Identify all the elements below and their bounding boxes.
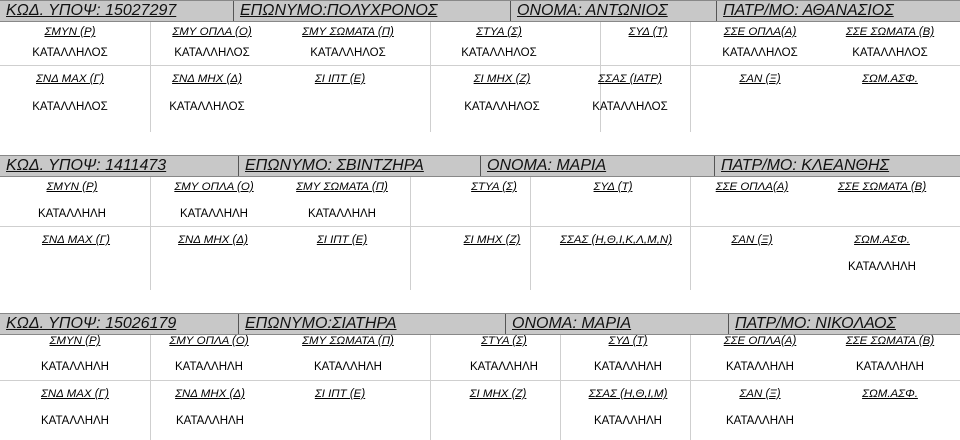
candidate-record — [0, 313, 960, 440]
field-label: ΣΤΥΑ (Σ) — [476, 26, 522, 38]
grid-divider — [430, 335, 431, 440]
grid-divider — [530, 177, 531, 290]
field-label: ΣΜΥ ΟΠΛΑ (Ο) — [172, 26, 252, 38]
field-label: ΣΥΔ (Τ) — [608, 335, 648, 347]
field-value: ΚΑΤΑΛΛΗΛΟΣ — [461, 47, 537, 59]
field-label: ΣΜΥ ΣΩΜΑΤΑ (Π) — [302, 335, 394, 347]
field-value: ΚΑΤΑΛΛΗΛΗ — [308, 208, 376, 220]
field-value: ΚΑΤΑΛΛΗΛΗ — [41, 361, 109, 373]
candidate-code: ΚΩΔ. ΥΠΟΨ: 15027297 — [6, 2, 177, 19]
field-label: ΣΩΜ.ΑΣΦ. — [862, 388, 918, 400]
field-value: ΚΑΤΑΛΛΗΛΗ — [175, 361, 243, 373]
field-value: ΚΑΤΑΛΛΗΛΗ — [594, 361, 662, 373]
grid-divider — [0, 226, 960, 227]
grid-divider — [0, 65, 960, 66]
candidate-father-name: ΠΑΤΡ/ΜΟ: ΝΙΚΟΛΑΟΣ — [728, 314, 960, 334]
field-label: ΣΜΥΝ (Ρ) — [44, 26, 96, 38]
field-value: ΚΑΤΑΛΛΗΛΟΣ — [32, 47, 108, 59]
field-value: ΚΑΤΑΛΛΗΛΗ — [38, 208, 106, 220]
field-label: ΣΜΥ ΣΩΜΑΤΑ (Π) — [302, 26, 394, 38]
candidate-surname: ΕΠΩΝΥΜΟ: ΣΒΙΝΤΖΗΡΑ — [238, 156, 480, 176]
field-label: ΣΣΕ ΟΠΛΑ(Α) — [723, 26, 797, 38]
field-value: ΚΑΤΑΛΛΗΛΟΣ — [310, 47, 386, 59]
candidate-surname: ΕΠΩΝΥΜΟ:ΣΙΑΤΗΡΑ — [238, 314, 505, 334]
field-label: ΣΣΕ ΟΠΛΑ(Α) — [723, 335, 797, 347]
field-label: ΣΙ ΜΗΧ (Ζ) — [463, 234, 521, 246]
candidate-code: ΚΩΔ. ΥΠΟΨ: 1411473 — [6, 157, 167, 174]
field-value: ΚΑΤΑΛΛΗΛΟΣ — [32, 101, 108, 113]
field-value: ΚΑΤΑΛΛΗΛΟΣ — [464, 101, 540, 113]
grid-divider — [690, 22, 691, 132]
grid-divider — [560, 335, 561, 440]
grid-divider — [410, 177, 411, 290]
field-label: ΣΜΥ ΟΠΛΑ (Ο) — [174, 181, 254, 193]
field-value: ΚΑΤΑΛΛΗΛΗ — [176, 415, 244, 427]
field-label: ΣΜΥ ΟΠΛΑ (Ο) — [169, 335, 249, 347]
candidate-record — [0, 0, 960, 132]
grid-divider — [690, 335, 691, 440]
field-value: ΚΑΤΑΛΛΗΛΗ — [180, 208, 248, 220]
field-label: ΣΝΔ ΜΗΧ (Δ) — [175, 388, 245, 400]
field-label: ΣΩΜ.ΑΣΦ. — [854, 234, 910, 246]
field-label: ΣΣΕ ΣΩΜΑΤΑ (Β) — [845, 335, 935, 347]
field-value: ΚΑΤΑΛΛΗΛΗ — [41, 415, 109, 427]
field-value: ΚΑΤΑΛΛΗΛΗ — [848, 261, 916, 273]
field-label: ΣΣΑΣ (Η,Θ,Ι,Κ,Λ,Μ,Ν) — [559, 234, 673, 246]
field-label: ΣΙ ΜΗΧ (Ζ) — [473, 73, 531, 85]
candidate-name: ΟΝΟΜΑ: ΜΑΡΙΑ — [480, 156, 714, 176]
field-value: ΚΑΤΑΛΛΗΛΗ — [314, 361, 382, 373]
field-value: ΚΑΤΑΛΛΗΛΗ — [470, 361, 538, 373]
field-label: ΣΝΔ ΜΗΧ (Δ) — [172, 73, 242, 85]
grid-divider — [150, 335, 151, 440]
grid-divider — [150, 177, 151, 290]
record-header — [0, 0, 960, 22]
field-label: ΣΙ ΜΗΧ (Ζ) — [469, 388, 527, 400]
candidate-code: ΚΩΔ. ΥΠΟΨ: 15026179 — [6, 315, 177, 332]
field-label: ΣΣΑΣ (Η,Θ,Ι,Μ) — [588, 388, 668, 400]
field-label: ΣΜΥΝ (Ρ) — [49, 335, 101, 347]
grid-divider — [690, 177, 691, 290]
field-label: ΣΑΝ (Ξ) — [731, 234, 773, 246]
field-label: ΣΜΥ ΣΩΜΑΤΑ (Π) — [296, 181, 388, 193]
field-label: ΣΙ ΙΠΤ (Ε) — [316, 234, 368, 246]
grid-divider — [430, 22, 431, 132]
candidate-surname: ΕΠΩΝΥΜΟ:ΠΟΛΥΧΡΟΝΟΣ — [233, 1, 510, 21]
field-label: ΣΣΕ ΣΩΜΑΤΑ (Β) — [837, 181, 927, 193]
field-label: ΣΣΕ ΣΩΜΑΤΑ (Β) — [845, 26, 935, 38]
field-label: ΣΣΕ ΟΠΛΑ(Α) — [715, 181, 789, 193]
candidate-name: ΟΝΟΜΑ: ΜΑΡΙΑ — [505, 314, 728, 334]
field-label: ΣΙ ΙΠΤ (Ε) — [314, 73, 366, 85]
field-value: ΚΑΤΑΛΛΗΛΟΣ — [174, 47, 250, 59]
field-label: ΣΙ ΙΠΤ (Ε) — [314, 388, 366, 400]
field-label: ΣΜΥΝ (Ρ) — [46, 181, 98, 193]
field-label: ΣΥΔ (Τ) — [628, 26, 668, 38]
field-value: ΚΑΤΑΛΛΗΛΟΣ — [592, 101, 668, 113]
candidate-father-name: ΠΑΤΡ/ΜΟ: ΑΘΑΝΑΣΙΟΣ — [716, 1, 960, 21]
candidate-name: ΟΝΟΜΑ: ΑΝΤΩΝΙΟΣ — [510, 1, 716, 21]
field-label: ΣΝΔ ΜΑΧ (Γ) — [41, 234, 111, 246]
field-label: ΣΝΔ ΜΗΧ (Δ) — [178, 234, 248, 246]
field-label: ΣΝΔ ΜΑΧ (Γ) — [40, 388, 110, 400]
grid-divider — [0, 380, 960, 381]
field-value: ΚΑΤΑΛΛΗΛΗ — [594, 415, 662, 427]
field-label: ΣΤΥΑ (Σ) — [481, 335, 527, 347]
field-label: ΣΑΝ (Ξ) — [739, 73, 781, 85]
record-header — [0, 313, 960, 335]
field-label: ΣΥΔ (Τ) — [593, 181, 633, 193]
field-value: ΚΑΤΑΛΛΗΛΟΣ — [169, 101, 245, 113]
field-label: ΣΑΝ (Ξ) — [739, 388, 781, 400]
field-label: ΣΤΥΑ (Σ) — [471, 181, 517, 193]
field-label: ΣΣΑΣ (ΙΑΤΡ) — [598, 73, 662, 85]
candidate-record — [0, 155, 960, 290]
grid-divider — [150, 22, 151, 132]
field-value: ΚΑΤΑΛΛΗΛΟΣ — [722, 47, 798, 59]
field-value: ΚΑΤΑΛΛΗΛΗ — [726, 361, 794, 373]
field-value: ΚΑΤΑΛΛΗΛΟΣ — [852, 47, 928, 59]
field-label: ΣΩΜ.ΑΣΦ. — [862, 73, 918, 85]
record-header — [0, 155, 960, 177]
candidate-father-name: ΠΑΤΡ/ΜΟ: ΚΛΕΑΝΘΗΣ — [714, 156, 960, 176]
field-label: ΣΝΔ ΜΑΧ (Γ) — [35, 73, 105, 85]
field-value: ΚΑΤΑΛΛΗΛΗ — [856, 361, 924, 373]
field-value: ΚΑΤΑΛΛΗΛΗ — [726, 415, 794, 427]
